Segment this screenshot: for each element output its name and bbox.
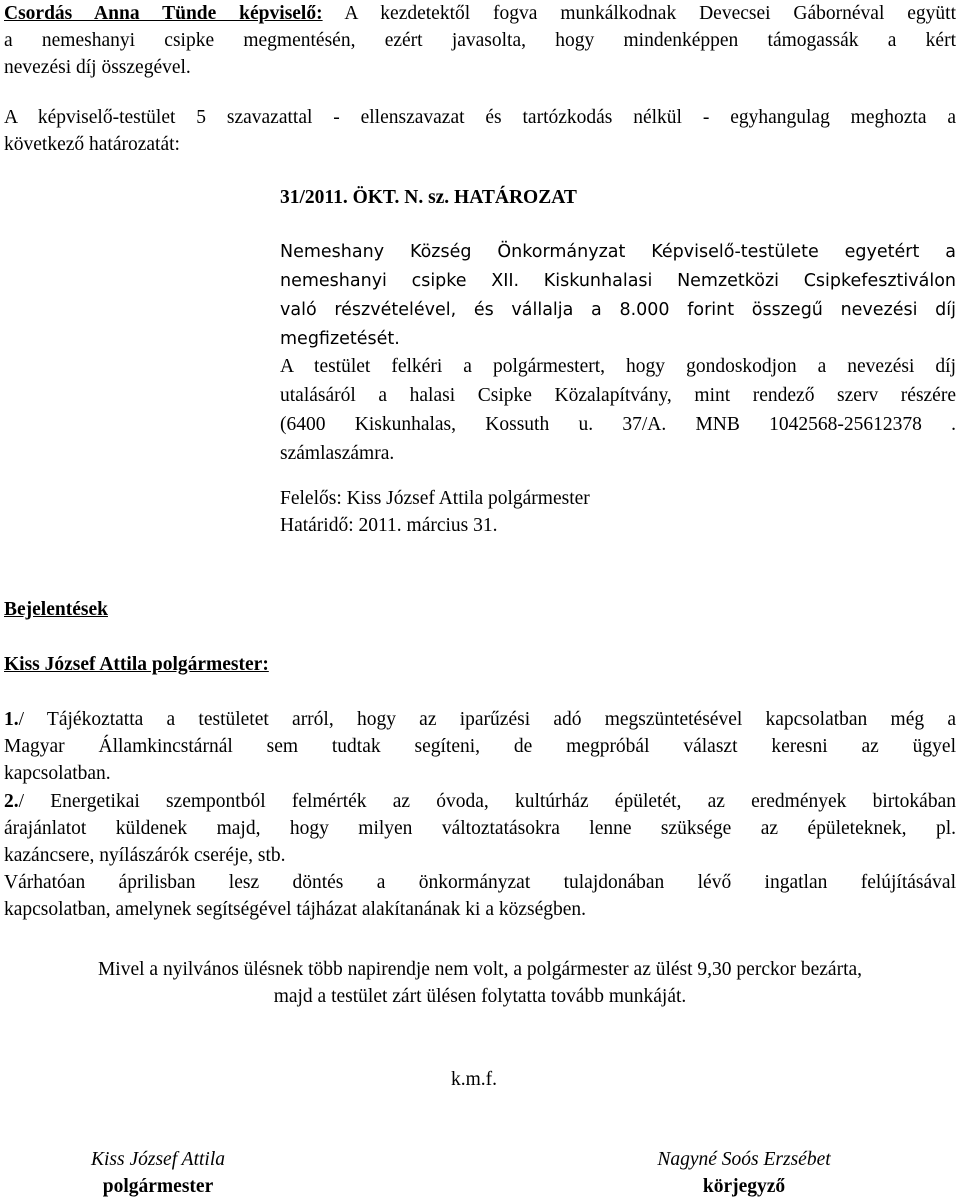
- resolution-p2-line-4: számlaszámra.: [280, 443, 395, 464]
- announcements-heading: Bejelentések: [4, 599, 108, 620]
- item1-line-3: kapcsolatban.: [4, 763, 111, 784]
- intro-line-3: nevezési díj összegével.: [4, 57, 191, 78]
- resolution-p1-line-2: nemeshanyi csipke XII. Kiskunhalasi Nemzetközi Csipkefesztiválon: [280, 271, 956, 291]
- resolution-body-2: [280, 352, 956, 468]
- left-signer-title: polgármester: [102, 1176, 214, 1197]
- item1-line-2: Magyar Államkincstárnál sem tudtak segíteni, de megpróbál választ keresni az ügyel: [4, 736, 956, 757]
- vote-paragraph: [4, 104, 956, 158]
- vote-line-2: következő határozatát:: [4, 134, 180, 155]
- speaker-name: Csordás Anna Tünde képviselő:: [4, 3, 323, 24]
- deadline-line: Határidő: 2011. március 31.: [280, 515, 498, 536]
- intro-line-2: a nemeshanyi csipke megmentésén, ezért javasolta, hogy mindenképpen támogassák a kért: [4, 30, 956, 51]
- item2-number: 2.: [4, 791, 19, 812]
- item2-line-2: árajánlatot küldenek majd, hogy milyen változtatásokra lenne szüksége az épületeknek, pl.: [4, 818, 956, 839]
- item2-line-4: Várhatóan áprilisban lesz döntés a önkormányzat tulajdonában lévő ingatlan felújításával: [4, 872, 956, 893]
- announcements-speaker: Kiss József Attila polgármester:: [4, 654, 269, 675]
- resolution-p2-line-3: (6400 Kiskunhalas, Kossuth u. 37/A. MNB 1042568-25612378 .: [280, 414, 956, 435]
- intro-paragraph: [4, 0, 956, 81]
- item2-line-5: kapcsolatban, amelynek segítségével tájházat alakítanának ki a községben.: [4, 899, 587, 920]
- responsible-line: Felelős: Kiss József Attila polgármester: [280, 488, 590, 509]
- right-signer-title: körjegyző: [702, 1176, 786, 1197]
- resolution-p2-line-2: utalásáról a halasi Csipke Közalapítvány, mint rendező szerv részére: [280, 385, 956, 406]
- item2-line-3: kazáncsere, nyílászárók cseréje, stb.: [4, 845, 286, 866]
- resolution-title: 31/2011. ÖKT. N. sz. HATÁROZAT: [280, 187, 577, 208]
- signature-left: [58, 1146, 258, 1200]
- right-signer-name: Nagyné Soós Erzsébet: [657, 1149, 831, 1170]
- announcement-item-2: [4, 788, 956, 923]
- intro-line-1: Csordás Anna Tünde képviselő: A kezdetektől fogva munkálkodnak Devecsei Gábornéval együtt: [4, 3, 957, 24]
- closing-paragraph: [4, 956, 956, 1010]
- resolution-p2-line-1: A testület felkéri a polgármestert, hogy gondoskodjon a nevezési díj: [280, 356, 956, 377]
- resolution-p1-line-3: való részvételével, és vállalja a 8.000 forint összegű nevezési díj: [280, 300, 956, 320]
- vote-line-1: A képviselő-testület 5 szavazattal - ellenszavazat és tartózkodás nélkül - egyhangulag meghozta a: [4, 107, 956, 128]
- item1-number: 1.: [4, 709, 19, 730]
- closing-line-1: Mivel a nyilvános ülésnek több napirendje nem volt, a polgármester az ülést 9,30 perckor bezárta,: [97, 959, 863, 980]
- resolution-body: [280, 238, 956, 354]
- resolution-p1-line-4: megfizetését.: [280, 329, 400, 349]
- left-signer-name: Kiss József Attila: [91, 1149, 225, 1170]
- signature-right: [624, 1146, 864, 1200]
- closing-line-2: majd a testület zárt ülésen folytatta tovább munkáját.: [273, 986, 687, 1007]
- kmf-label: k.m.f.: [451, 1069, 498, 1090]
- item2-line-1: 2./ Energetikai szempontból felmérték az óvoda, kultúrház épületét, az eredmények birtokában: [4, 791, 956, 812]
- item1-line-1: 1./ Tájékoztatta a testületet arról, hogy az iparűzési adó megszüntetésével kapcsolatban még a: [4, 709, 956, 730]
- announcement-item-1: [4, 706, 956, 787]
- resolution-p1-line-1: Nemeshany Község Önkormányzat Képviselő-testülete egyetért a: [280, 242, 956, 262]
